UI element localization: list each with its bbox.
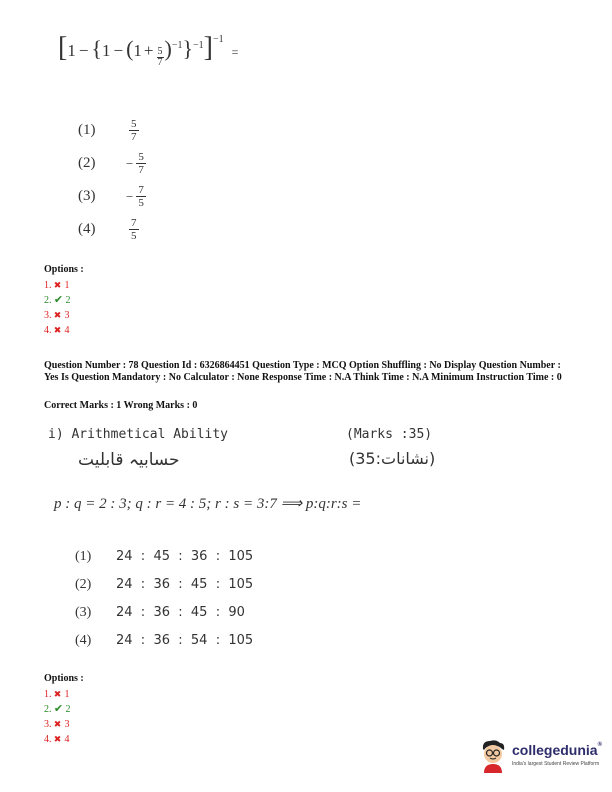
option-label: (2) — [78, 155, 96, 171]
option-label: (4) — [78, 221, 96, 237]
cross-icon: ✖ — [53, 280, 62, 290]
denominator: 7 — [131, 131, 137, 143]
mascot-icon — [478, 739, 508, 773]
open-paren: ( — [126, 36, 134, 61]
answer-option-wrong — [44, 717, 84, 732]
section-marks-urdu: (نشانات:35) — [349, 449, 436, 468]
section-title-urdu: حسابیہ قابلیت — [78, 450, 180, 470]
option-fraction — [136, 184, 146, 209]
registered-mark: ® — [597, 742, 602, 748]
denominator: 5 — [131, 230, 137, 242]
option-label: (1) — [75, 549, 92, 564]
numerator: 5 — [157, 46, 163, 57]
brand-name — [512, 742, 602, 758]
option-text: 24 : 36 : 45 : 90 — [116, 605, 245, 620]
option-value: 4 — [64, 325, 70, 336]
options-title: Options : — [44, 673, 84, 684]
question2-options — [75, 543, 253, 655]
term-one: 1 — [67, 41, 76, 60]
denominator: 5 — [138, 197, 144, 209]
open-bracket: [ — [58, 32, 68, 63]
section-marks: (Marks :35) — [346, 427, 433, 442]
exponent: −1 — [193, 40, 204, 51]
brand-text: collegedunia — [512, 742, 598, 758]
question1-option — [78, 147, 146, 180]
check-icon: ✔ — [53, 294, 64, 306]
option-value: 3 — [64, 310, 70, 321]
option-label: (1) — [78, 122, 96, 138]
option-index: 4. — [44, 734, 52, 745]
minus-sign: − — [78, 41, 89, 60]
question2-option — [75, 599, 253, 627]
option-fraction — [129, 217, 139, 242]
answer-options-block — [44, 264, 84, 338]
option-sign: − — [126, 155, 134, 171]
option-value: 1 — [64, 689, 70, 700]
answer-option-wrong — [44, 732, 84, 747]
option-text: 24 : 36 : 54 : 105 — [116, 633, 254, 648]
question1-option — [78, 180, 146, 213]
answer-option-correct — [44, 293, 84, 308]
section-title: i) Arithmetical Ability — [48, 427, 229, 442]
plus-sign: + — [143, 41, 154, 60]
option-value: 2 — [65, 295, 71, 306]
term-one: 1 — [101, 41, 111, 60]
option-sign: − — [126, 188, 134, 204]
cross-icon: ✖ — [53, 310, 62, 320]
question1-option — [78, 213, 146, 246]
fraction-five-sevenths — [157, 47, 164, 68]
exponent: −1 — [213, 34, 224, 45]
equals-sign: = — [231, 45, 239, 59]
brand-tagline: India's largest Student Review Platform — [512, 761, 600, 767]
option-index: 1. — [44, 689, 52, 700]
option-label: (3) — [78, 188, 96, 204]
question1-expression — [58, 34, 238, 70]
check-icon: ✔ — [53, 703, 64, 715]
option-label: (2) — [75, 577, 92, 592]
option-fraction — [136, 151, 146, 176]
option-value: 4 — [64, 734, 70, 745]
option-value: 2 — [65, 704, 71, 715]
answer-option-correct — [44, 702, 84, 717]
option-label: (4) — [75, 633, 92, 648]
option-index: 1. — [44, 280, 52, 291]
numerator: 7 — [138, 184, 144, 196]
option-index: 2. — [44, 704, 52, 715]
denominator: 7 — [138, 164, 144, 176]
cross-icon: ✖ — [53, 734, 62, 744]
close-bracket: ] — [203, 32, 213, 63]
numerator: 5 — [138, 151, 144, 163]
option-index: 3. — [44, 719, 52, 730]
term-one: 1 — [133, 41, 142, 60]
close-brace: } — [182, 36, 194, 61]
answer-option-wrong — [44, 687, 84, 702]
cross-icon: ✖ — [53, 689, 62, 699]
question1-options — [78, 114, 146, 246]
question1-option — [78, 114, 146, 147]
option-value: 3 — [64, 719, 70, 730]
close-paren: ) — [164, 36, 172, 61]
cross-icon: ✖ — [53, 719, 62, 729]
question2-option — [75, 627, 253, 655]
option-index: 3. — [44, 310, 52, 321]
question-marks: Correct Marks : 1 Wrong Marks : 0 — [44, 400, 198, 411]
option-value: 1 — [64, 280, 70, 291]
option-label: (3) — [75, 605, 92, 620]
numerator: 5 — [131, 118, 137, 130]
answer-option-wrong — [44, 278, 84, 293]
option-index: 4. — [44, 325, 52, 336]
question2-option — [75, 571, 253, 599]
exponent: −1 — [171, 40, 183, 51]
option-fraction — [129, 118, 139, 143]
question2-option — [75, 543, 253, 571]
denominator: 7 — [157, 57, 163, 68]
option-text: 24 : 36 : 45 : 105 — [116, 577, 254, 592]
option-index: 2. — [44, 295, 52, 306]
answer-options-block — [44, 673, 84, 747]
collegedunia-logo[interactable] — [478, 739, 608, 779]
minus-sign: − — [113, 41, 124, 60]
numerator: 7 — [131, 217, 137, 229]
cross-icon: ✖ — [53, 325, 62, 335]
option-text: 24 : 45 : 36 : 105 — [116, 549, 254, 564]
answer-option-wrong — [44, 308, 84, 323]
options-title: Options : — [44, 264, 84, 275]
question2-prompt: p : q = 2 : 3; q : r = 4 : 5; r : s = 3:7 ⟹ p:q:r:s = — [54, 496, 362, 512]
answer-option-wrong — [44, 323, 84, 338]
question-metadata: Question Number : 78 Question Id : 6326864451 Question Type : MCQ Option Shuffling : No Display Question Number : Yes Is Question Mandatory : No Calculator : None Response Time : N.A Think Time : N.A Minimum Instruction Time : 0 — [44, 360, 562, 383]
open-brace: { — [91, 36, 102, 61]
